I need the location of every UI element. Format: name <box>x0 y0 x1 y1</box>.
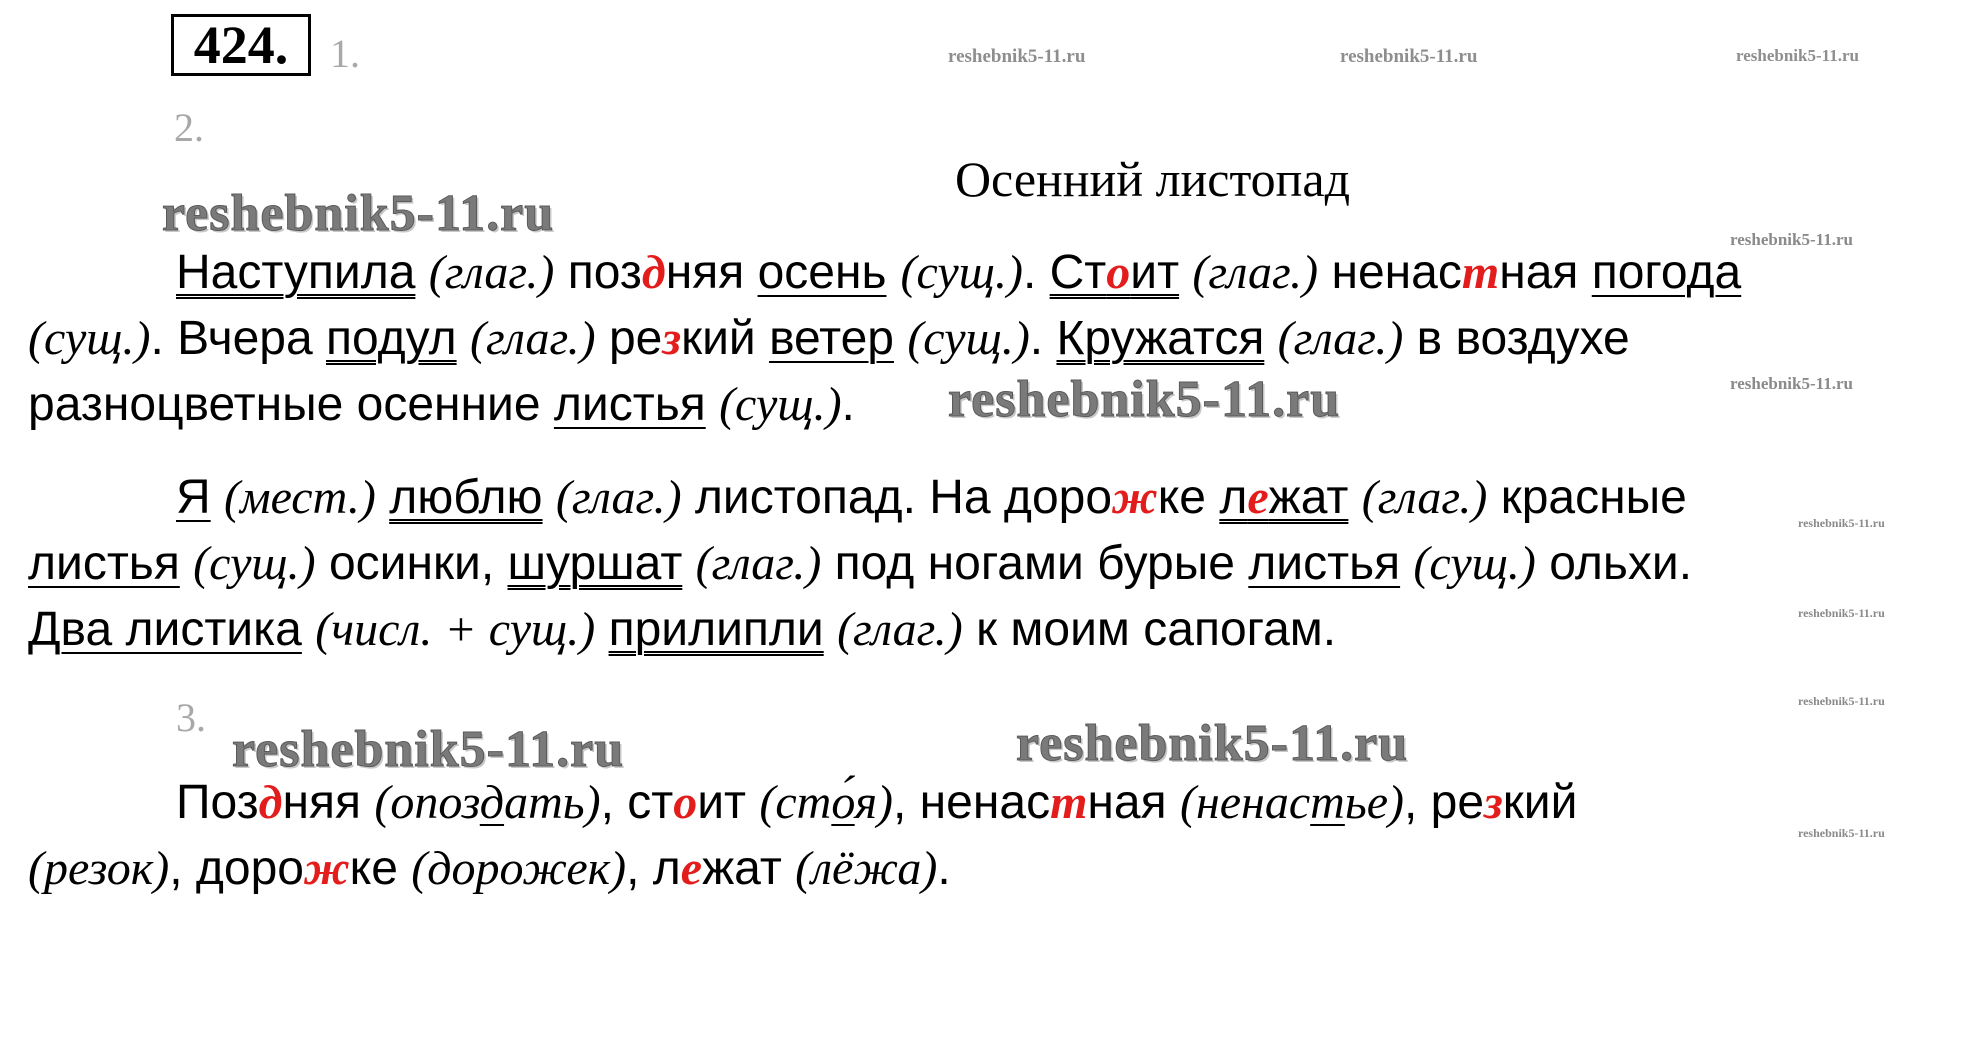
word: Поздняя <box>176 776 361 829</box>
pos-label: (сущ.) <box>193 537 316 590</box>
predicate-word: Стоит <box>1049 246 1180 299</box>
word: к моим сапогам. <box>976 603 1337 656</box>
paragraph-line <box>28 240 1958 306</box>
watermark: reshebnik5-11.ru <box>1736 46 1859 65</box>
pos-label: (глаг.) <box>1361 471 1488 524</box>
subject-word: осень <box>757 246 887 299</box>
text-title-label: Осенний листопад <box>954 151 1351 207</box>
predicate-word: подул <box>326 312 457 365</box>
predicate-word: Наступила <box>176 246 416 299</box>
watermark: reshebnik5-11.ru <box>1730 230 1853 249</box>
pos-label: (числ. + сущ.) <box>315 603 596 656</box>
subject-word: листья <box>1248 537 1401 590</box>
orthogram-letter: т <box>1461 246 1500 299</box>
word: осинки, <box>328 537 495 590</box>
check-word: (опоздать) <box>374 776 601 829</box>
watermark: reshebnik5-11.ru <box>1798 826 1885 840</box>
word: поздняя <box>567 246 745 299</box>
pos-label: (глаг.) <box>428 246 555 299</box>
word: . Вчера <box>150 312 313 365</box>
watermark: reshebnik5-11.ru <box>948 46 1086 67</box>
paragraph-2 <box>28 465 1958 663</box>
subject-word: погода <box>1591 246 1742 299</box>
word: , лежат <box>626 842 782 895</box>
paragraph-line <box>28 836 1958 902</box>
check-word: (лёжа) <box>795 842 938 895</box>
subject-word: ветер <box>769 312 894 365</box>
orthogram-letter: о <box>1106 246 1131 299</box>
paragraph-3 <box>28 770 1958 902</box>
pos-label: (глаг.) <box>469 312 596 365</box>
paragraph-1 <box>28 240 1958 438</box>
predicate-word: Кружатся <box>1056 312 1265 365</box>
watermark: reshebnik5-11.ru <box>162 185 555 242</box>
word: красные <box>1500 471 1687 524</box>
watermark: reshebnik5-11.ru <box>232 721 625 778</box>
punctuation: . <box>1029 312 1057 365</box>
pos-label: (сущ.) <box>900 246 1023 299</box>
paragraph-line <box>28 465 1958 531</box>
check-word: (сто́я) <box>759 776 893 829</box>
pos-label: (сущ.) <box>1413 537 1536 590</box>
watermark: reshebnik5-11.ru <box>1340 46 1478 67</box>
word: листопад. На дорожке <box>694 471 1206 524</box>
word: в воздухе <box>1416 312 1630 365</box>
word: резкий <box>608 312 756 365</box>
pos-label: (глаг.) <box>695 537 822 590</box>
subject-word: листья <box>553 378 706 431</box>
predicate-word: люблю <box>389 471 543 524</box>
orthogram-letter: е <box>1247 471 1269 524</box>
pos-label: (мест.) <box>224 471 376 524</box>
watermark: reshebnik5-11.ru <box>1730 374 1853 393</box>
check-word: (дорожек) <box>411 842 627 895</box>
check-word: (ненастье) <box>1179 776 1404 829</box>
step-3-label: 3. <box>176 695 206 740</box>
watermark: reshebnik5-11.ru <box>1798 694 1885 708</box>
orthogram-letter: д <box>641 246 666 299</box>
pos-label: (глаг.) <box>555 471 682 524</box>
orthogram-letter: ж <box>303 842 350 895</box>
text-title <box>0 150 1975 208</box>
pos-label: (сущ.) <box>719 378 842 431</box>
exercise-number: 424. <box>171 14 311 76</box>
paragraph-line <box>28 531 1958 597</box>
subject-word: листья <box>28 537 180 590</box>
orthogram-letter: т <box>1050 776 1088 829</box>
orthogram-letter: з <box>662 312 682 365</box>
predicate-word: лежат <box>1219 471 1349 524</box>
orthogram-letter: д <box>258 776 283 829</box>
orthogram-letter: е <box>680 842 703 895</box>
watermark: reshebnik5-11.ru <box>1798 516 1885 530</box>
word: , резкий <box>1403 776 1578 829</box>
step-1-label: 1. <box>330 31 360 76</box>
pos-label: (сущ.) <box>907 312 1030 365</box>
punctuation: . <box>841 378 855 431</box>
word: ольхи. <box>1549 537 1693 590</box>
orthogram-letter: з <box>1484 776 1503 829</box>
watermark: reshebnik5-11.ru <box>948 371 1341 428</box>
watermark: reshebnik5-11.ru <box>1016 715 1409 772</box>
word: , дорожке <box>169 842 398 895</box>
orthogram-letter: ж <box>1112 471 1158 524</box>
orthogram-letter: о <box>673 776 698 829</box>
punctuation: . <box>1022 246 1050 299</box>
subject-word: Я <box>176 471 211 524</box>
predicate-word: прилипли <box>608 603 824 656</box>
word: , стоит <box>600 776 747 829</box>
pos-label: (глаг.) <box>837 603 963 656</box>
pos-label: (сущ.) <box>28 312 151 365</box>
check-word: (резок) <box>28 842 170 895</box>
paragraph-line <box>28 770 1958 836</box>
punctuation: . <box>937 842 951 895</box>
predicate-word: шуршат <box>507 537 683 590</box>
watermark: reshebnik5-11.ru <box>1798 606 1885 620</box>
word: под ногами бурые <box>834 537 1235 590</box>
paragraph-line <box>28 372 1958 438</box>
word: ненастная <box>1331 246 1579 299</box>
pos-label: (глаг.) <box>1192 246 1319 299</box>
subject-word: Два листика <box>28 603 302 656</box>
word: разноцветные осенние <box>28 378 541 431</box>
step-2-label: 2. <box>174 105 204 150</box>
paragraph-line <box>28 597 1958 663</box>
word: , ненастная <box>892 776 1167 829</box>
pos-label: (глаг.) <box>1277 312 1404 365</box>
paragraph-line <box>28 306 1958 372</box>
